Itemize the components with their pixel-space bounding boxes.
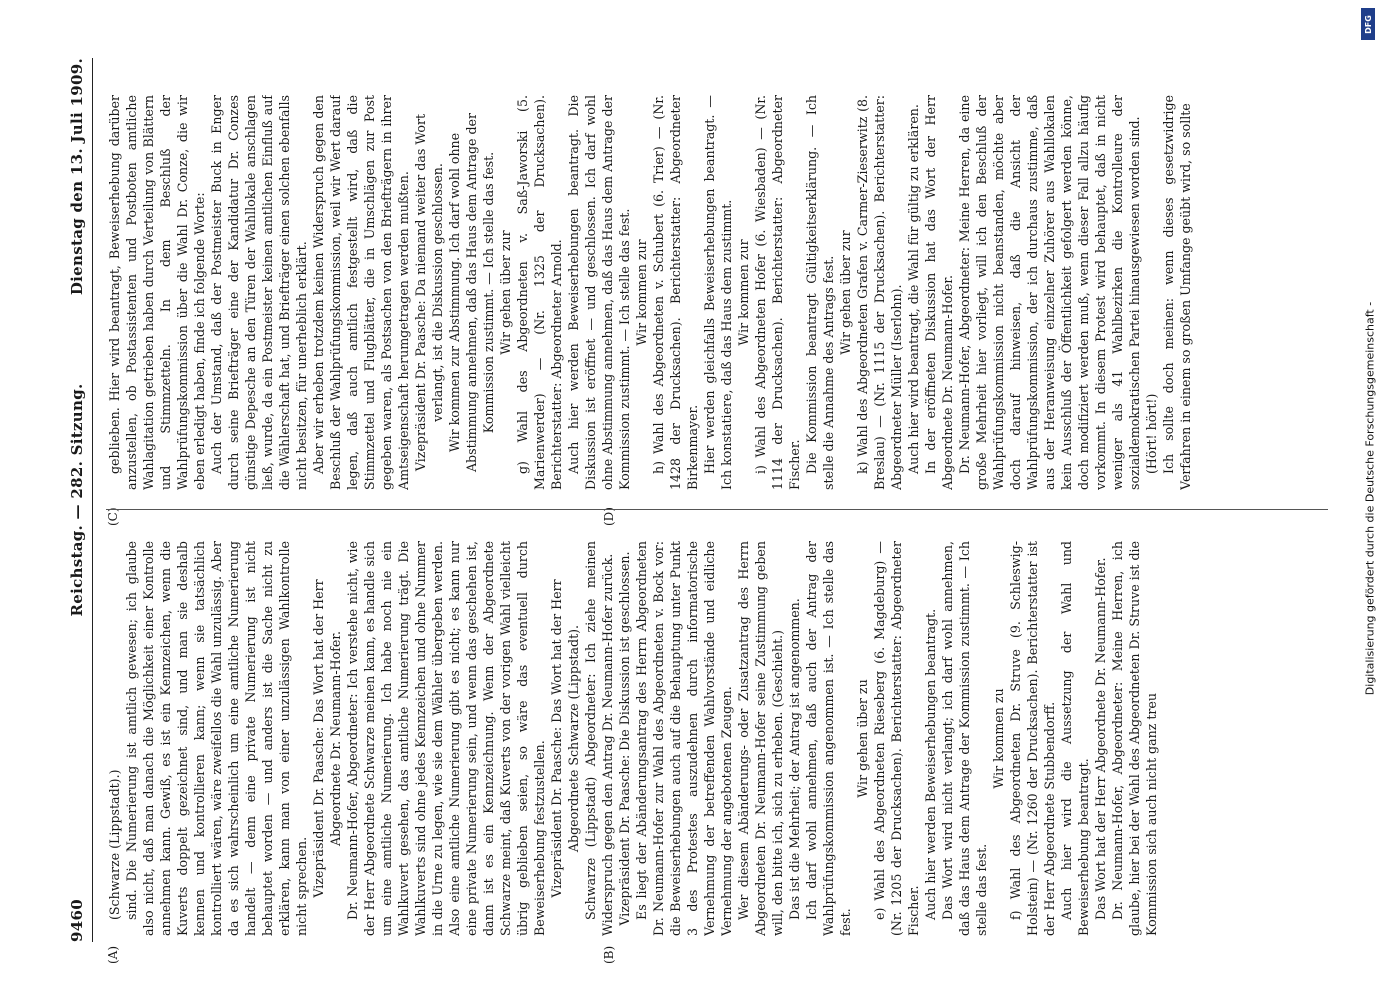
paragraph: h) Wahl des Abgeordneten v. Schubert (6. Trier) — (Nr. 1428 der Drucksachen). Berichterstatter: Abgeordneter Birkenmayer. bbox=[650, 95, 700, 490]
paragraph: Dr. Neumann-Hofer, Abgeordneter: Ich verstehe nicht, wie der Herr Abgeordnete Schwarze meinen kann, es handle sich um eine amtliche Numerierung. Ich habe noch nie ein Wahlkuvert gesehen, das amtliche Numerierung trägt. Die Wahlkuverts sind ohne jedes Kennzeichen und ohne Nummer in die Urne zu legen, wie sie dem Wähler übergeben werden. Also eine amtliche Numerierung gibt es nicht; es kann nur eine private Numerierung sein, und wenn das geschehen ist, dann ist es ein Kennzeichnung. Wenn der Abgeordnete Schwarze meint, daß Kuverts von der vorigen Wahl vielleicht übrig geblieben seien, so wäre das eventuell durch Beweiserhebung festzustellen. bbox=[344, 541, 547, 936]
document-page bbox=[42, 30, 1342, 970]
paragraph: Wir kommen zur Abstimmung. Ich darf wohl ohne Abstimmung annehmen, daß das Haus dem Antrage der Kommission zustimmt. — Ich stelle das fest. bbox=[446, 112, 496, 473]
margin-mark-d: (D) bbox=[601, 507, 616, 526]
paragraph: Wir kommen zur bbox=[633, 239, 649, 346]
paragraph: Auch hier werden Beweiserhebungen beantragt. bbox=[922, 608, 938, 920]
paragraph: Ich darf wohl annehmen, daß auch der Antrag der Wahlprüfungskommission angenommen ist. — Ich stelle das fest. bbox=[803, 541, 853, 936]
paragraph: geblieben. Hier wird beantragt, Beweiserhebung darüber anzustellen, ob Postassistenten und Postboten amtliche Wahlagitation getrieben haben durch Verteilung von Blättern und Stimmzetteln. In dem Beschluß der Wahlprüfungskommission über die Wahl Dr. Conze, die wir eben erledigt haben, finde ich folgende Worte: bbox=[106, 95, 207, 490]
paragraph: i) Wahl des Abgeordneten Hofer (6. Wiesbaden) — (Nr. 1114 der Drucksachen). Berichterstatter: Abgeordneter Fischer. bbox=[752, 95, 802, 490]
paragraph: Das Wort wird nicht verlangt; ich darf wohl annehmen, daß das Haus dem Antrage der Kommission zustimmt. — Ich stelle das fest. bbox=[939, 541, 989, 936]
paragraph: Dr. Neumann-Hofer, Abgeordneter: Meine Herren, ich glaube, hier bei der Wahl des Abgeordneten Dr. Struve ist die Kommission sich auch nicht ganz treu bbox=[1109, 541, 1159, 936]
paragraph: Die Kommission beantragt Gültigkeitserklärung. — Ich stelle die Annahme des Antrags fest. bbox=[803, 95, 836, 490]
paragraph: (Schwarze (Lippstadt).) bbox=[106, 769, 122, 920]
left-text-column bbox=[106, 541, 1326, 936]
paragraph: Wir gehen über zur bbox=[837, 230, 853, 355]
paragraph: Wer diesem Abänderungs- oder Zusatzantrag des Herrn Abgeordneten Dr. Neumann-Hofer seine Zustimmung geben will, den bitte ich, sich zu erheben. (Geschieht.) bbox=[735, 541, 785, 936]
paragraph: Wir gehen über zu bbox=[854, 679, 870, 798]
paragraph: Wir gehen über zur bbox=[497, 230, 513, 355]
digitization-credit bbox=[1357, 0, 1383, 1000]
paragraph: Vizepräsident Dr. Paasche: Die Diskussion ist geschlossen. bbox=[616, 551, 632, 926]
header-session-title: Reichstag. — 282. Sitzung. bbox=[67, 383, 86, 617]
paragraph: Hier werden gleichfalls Beweiserhebungen beantragt. — Ich konstatiere, daß das Haus dem zustimmt. bbox=[701, 95, 734, 490]
paragraph: Das ist die Mehrheit; der Antrag ist angenommen. bbox=[786, 598, 802, 920]
paragraph: Auch der Umstand, daß der Postmeister Buck in Enger durch seine Briefträger eine der Kandidatur Dr. Conzes günstige Depesche an den Türen der Wahllokale anschlagen ließ, wurde, da ein Postmeister keinen amtlichen Einfluß auf die Wählerschaft hat, und Briefträger einen solchen ebenfalls nicht besitzen, für unerheblich erklärt. bbox=[208, 95, 309, 490]
paragraph: Vizepräsident Dr. Paasche: Das Wort hat der Herr Abgeordnete Schwarze (Lippstadt). bbox=[548, 579, 581, 898]
paragraph: (Hört! hört!) bbox=[1143, 393, 1159, 474]
paragraph: Ich sollte doch meinen: wenn dieses gesetzwidrige Verfahren in einem so großen Umfange geübt wird, so sollte bbox=[1160, 95, 1193, 490]
paragraph: Auch hier wird die Aussetzung der Wahl und Beweiserhebung beantragt. bbox=[1058, 541, 1091, 936]
paragraph: sind. Die Numerierung ist amtlich gewesen; ich glaube also nicht, daß man danach die Möglichkeit einer Kontrolle annehmen kann. Gewiß, es ist ein Kennzeichen, wenn die Kuverts doppelt gezeichnet sind, und man sie deshalb kennen und kontrollieren kann; wenn sie tatsächlich kontrolliert wären, wäre zweifellos die Wahl unzulässig. Aber da es sich wahrscheinlich um eine amtliche Numerierung handelt — denn eine private Numerierung ist nicht behauptet worden — und anders ist die Sache nicht zu erklären, kann man von einer unzulässigen Wahlkontrolle nicht sprechen. bbox=[123, 541, 309, 936]
paragraph: Auch hier wird beantragt, die Wahl für gültig zu erklären. bbox=[905, 104, 921, 474]
paragraph: Schwarze (Lippstadt) Abgeordneter: Ich ziehe meinen Widerspruch gegen den Antrag Dr. Neumann-Hofer zurück. bbox=[582, 541, 615, 936]
paragraph: Auch hier werden Beweiserhebungen beantragt. Die Diskussion ist eröffnet — und geschlossen. Ich darf wohl ohne Abstimmung annehmen, daß das Haus dem Antrage der Kommission zustimmt. — Ich stelle das fest. bbox=[565, 95, 632, 490]
dfg-logo-icon: DFG bbox=[1361, 8, 1375, 40]
paragraph: Vizepräsident Dr. Paasche: Das Wort hat der Herr Abgeordnete Dr. Neumann-Hofer. bbox=[310, 579, 343, 898]
page-number: 9460 bbox=[67, 899, 86, 942]
paragraph: Dr. Neumann-Hofer, Abgeordneter: Meine Herren, da eine große Mehrheit hier vorliegt, will ich den Beschluß der Wahlprüfungskommission nicht beanstanden, möchte aber doch darauf hinweisen, daß die Ansicht der Wahlprüfungskommission, der ich durchaus zustimme, daß aus der Heranweisung einzelner Zuhörer aus Wahllokalen kein Ausschluß der Öffentlichkeit gefolgert werden könne, doch modifiziert werden muß, wenn dieser Fall allzu häufig vorkommt. In diesem Protest wird behauptet, daß in nicht weniger als 41 Wahlbezirken die Kontrolleure der sozialdemokratischen Partei hinausgewiesen worden sind. bbox=[956, 95, 1142, 490]
paragraph: Vizepräsident Dr. Paasche: Da niemand weiter das Wort verlangt, ist die Diskussion geschlossen. bbox=[412, 113, 445, 472]
right-text-column bbox=[106, 95, 1326, 490]
credit-text: Digitalisierung gefördert durch die Deutsche Forschungsgemeinschaft - bbox=[1363, 301, 1377, 696]
margin-mark-b: (B) bbox=[601, 945, 616, 964]
paragraph: Es liegt der Abänderungsantrag des Herrn Abgeordneten Dr. Neumann-Hofer zur Wahl des Abgeordneten v. Bock vor: die Beweiserhebungen auch auf die Behauptung unter Punkt 3 des Protestes auszudehnen durch informatorische Vernehmung der betreffenden Wahlvorstände und eidliche Vernehmung der angebotenen Zeugen. bbox=[633, 541, 734, 936]
paragraph: Wir kommen zu bbox=[990, 688, 1006, 789]
paragraph: e) Wahl des Abgeordneten Rieseberg (6. Magdeburg) — (Nr. 1205 der Drucksachen). Berichterstatter: Abgeordneter Fischer. bbox=[871, 541, 921, 936]
margin-mark-a: (A) bbox=[105, 945, 120, 964]
header-date: Dienstag den 13. Juli 1909. bbox=[67, 58, 86, 296]
paragraph: Wir kommen zur bbox=[735, 239, 751, 346]
paragraph: g) Wahl des Abgeordneten v. Saß-Jaworski (5. Marienwerder) — (Nr. 1325 der Drucksachen). Berichterstatter: Abgeordneter Arnold. bbox=[514, 95, 564, 490]
page-header bbox=[62, 58, 93, 942]
margin-mark-c: (C) bbox=[105, 507, 120, 526]
paragraph: Das Wort hat der Herr Abgeordnete Dr. Neumann-Hofer. bbox=[1092, 557, 1108, 920]
paragraph: Aber wir erheben trotzdem keinen Widerspruch gegen den Beschluß der Wahlprüfungskommission, weil wir Wert darauf legen, daß auch amtlich festgestellt wird, daß die Stimmzettel und Flugblätter, die in Umschlägen zur Post gegeben waren, als Postsachen von den Briefträgern in ihrer Amtseigenschaft herumgetragen werden mußten. bbox=[310, 95, 411, 490]
paragraph: f) Wahl des Abgeordneten Dr. Struve (9. Schleswig-Holstein) — (Nr. 1260 der Drucksachen). Berichterstatter ist der Herr Abgeordnete Stubbendorff. bbox=[1007, 541, 1057, 936]
column-divider bbox=[106, 509, 1328, 510]
paragraph: k) Wahl des Abgeordneten Grafen v. Carmer-Zieserwitz (8. Breslau) — (Nr. 1115 der Drucksachen). Berichterstatter: Abgeordneter Müller (Iserlohn). bbox=[854, 95, 904, 490]
paragraph: In der eröffneten Diskussion hat das Wort der Herr Abgeordnete Dr. Neumann-Hofer. bbox=[922, 95, 955, 490]
